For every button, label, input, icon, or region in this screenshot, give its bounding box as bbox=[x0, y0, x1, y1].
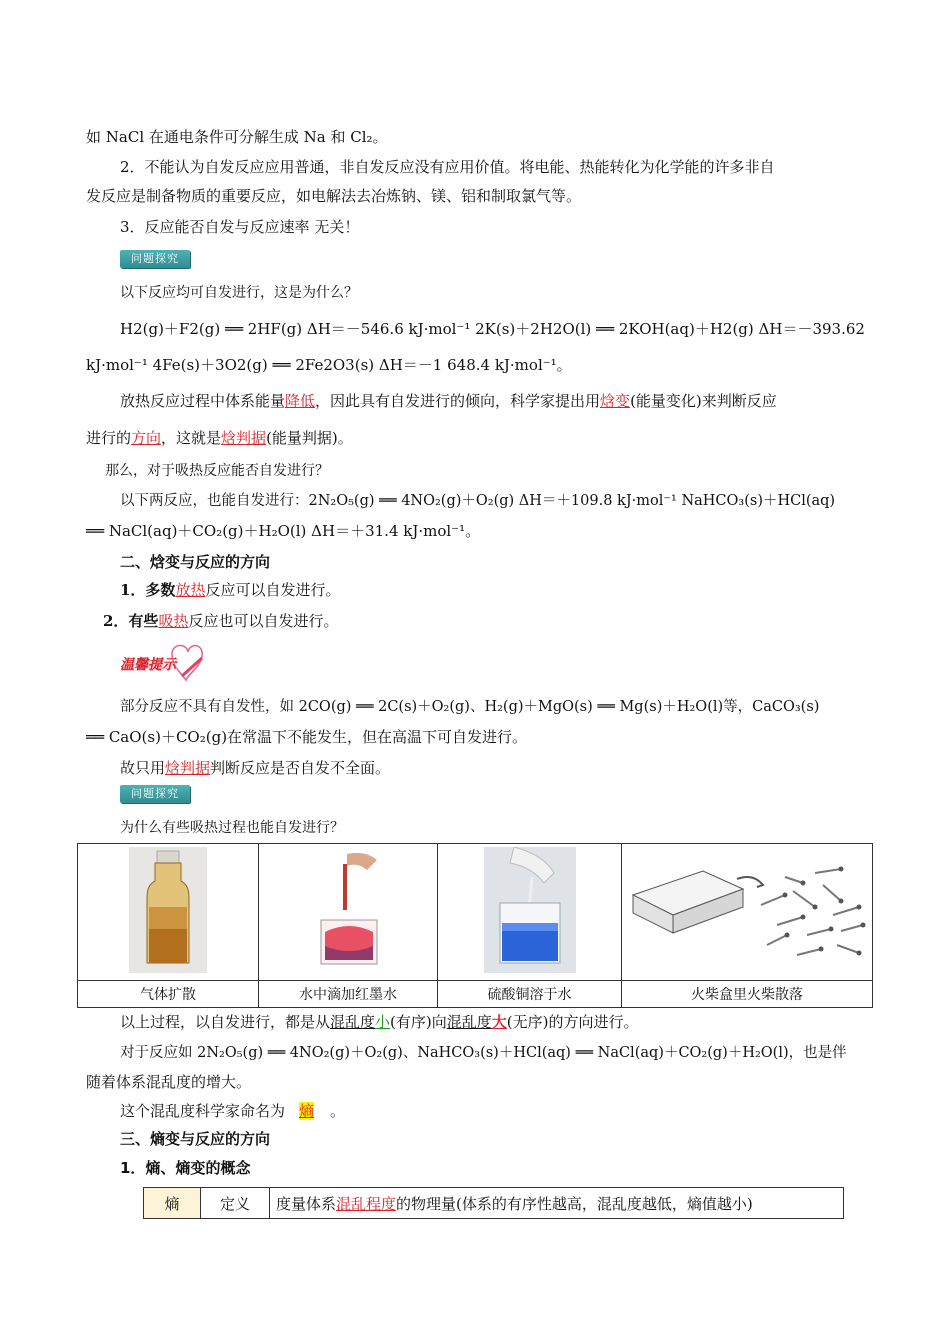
picture-table bbox=[77, 843, 873, 1008]
picture-caption: 水中滴加红墨水 bbox=[259, 981, 438, 1008]
equation-line: H2(g)＋F2(g) ══ 2HF(g) ΔH＝－546.6 kJ·mol⁻¹ 2K(s)＋2H2O(l) ══ 2KOH(aq)＋H2(g) ΔH＝－393.62 bbox=[120, 320, 865, 338]
text-line: 2．不能认为自发反应应用普通，非自发反应没有应用价值。将电能、热能转化为化学能的许多非自 bbox=[120, 158, 775, 176]
keyword: 混乱度 bbox=[446, 1013, 492, 1031]
keyword: 焓变 bbox=[600, 392, 631, 410]
paragraph-line: 部分反应不具有自发性，如 2CO(g) ══ 2C(s)＋O₂(g)、H₂(g)＋MgO(s) ══ Mg(s)＋H₂O(l)等，CaCO₃(s) bbox=[120, 699, 820, 715]
picture-cell bbox=[438, 844, 622, 981]
matchbox-icon bbox=[627, 855, 867, 965]
keyword: 吸热 bbox=[158, 612, 189, 630]
section-heading: 二、焓变与反应的方向 bbox=[120, 553, 271, 571]
paragraph-line: 进行的方向，这就是焓判据(能量判据)。 bbox=[86, 429, 353, 447]
keyword: 混乱度 bbox=[330, 1013, 376, 1031]
paragraph-line: 以上过程，以自发进行，都是从混乱度小(有序)向混乱度大(无序)的方向进行。 bbox=[120, 1013, 639, 1031]
ink-beaker-icon bbox=[303, 850, 393, 970]
paragraph-line: ══ NaCl(aq)＋CO₂(g)＋H₂O(l) ΔH＝＋31.4 kJ·mol⁻¹。 bbox=[86, 522, 481, 540]
warm-tip-badge: 温馨提示 bbox=[120, 640, 206, 684]
subsection-heading: 1．熵、熵变的概念 bbox=[120, 1159, 251, 1177]
paragraph-line: 放热反应过程中体系能量降低，因此具有自发进行的倾向，科学家提出用焓变(能量变化)来判断反应 bbox=[120, 392, 777, 410]
def-content-cell: 度量体系混乱程度的物理量(体系的有序性越高，混乱度越低，熵值越小) bbox=[270, 1188, 844, 1219]
def-term-cell: 熵 bbox=[144, 1188, 201, 1219]
definition-table bbox=[143, 1187, 844, 1219]
keyword: 降低 bbox=[285, 392, 316, 410]
equation-line: kJ·mol⁻¹ 4Fe(s)＋3O2(g) ══ 2Fe2O3(s) ΔH＝－1 648.4 kJ·mol⁻¹。 bbox=[86, 356, 572, 374]
keyword: 方向 bbox=[131, 429, 162, 447]
paragraph-line: 随着体系混乱度的增大。 bbox=[86, 1073, 252, 1091]
paragraph-line: 故只用焓判据判断反应是否自发不全面。 bbox=[120, 759, 391, 777]
picture-cell bbox=[622, 844, 873, 981]
paragraph-line: 对于反应如 2N₂O₅(g) ══ 4NO₂(g)＋O₂(g)、NaHCO₃(s)＋HCl(aq) ══ NaCl(aq)＋CO₂(g)＋H₂O(l)，也是伴 bbox=[120, 1045, 847, 1061]
list-item: 2．有些吸热反应也可以自发进行。 bbox=[103, 612, 339, 630]
paragraph-line: 以下两反应，也能自发进行：2N₂O₅(g) ══ 4NO₂(g)＋O₂(g) ΔH＝＋109.8 kJ·mol⁻¹ NaHCO₃(s)＋HCl(aq) bbox=[120, 493, 836, 509]
keyword: 熵 bbox=[299, 1102, 315, 1120]
keyword: 小 bbox=[375, 1013, 391, 1031]
question-text: 为什么有些吸热过程也能自发进行？ bbox=[120, 820, 344, 836]
picture-cell bbox=[78, 844, 259, 981]
text-line: 如 NaCl 在通电条件可分解生成 Na 和 Cl₂。 bbox=[86, 128, 388, 146]
keyword: 焓判据 bbox=[165, 759, 211, 777]
question-text: 以下反应均可自发进行，这是为什么？ bbox=[120, 285, 358, 301]
text-line: 3．反应能否自发与反应速率 无关！ bbox=[120, 218, 360, 236]
list-item: 1．多数放热反应可以自发进行。 bbox=[120, 581, 341, 599]
explore-badge: 问题探究 bbox=[120, 250, 190, 268]
paragraph-line: ══ CaO(s)＋CO₂(g)在常温下不能发生，但在高温下可自发进行。 bbox=[86, 728, 528, 746]
explore-badge: 问题探究 bbox=[120, 785, 190, 803]
def-label-cell: 定义 bbox=[201, 1188, 270, 1219]
picture-caption: 气体扩散 bbox=[78, 981, 259, 1008]
keyword: 放热 bbox=[175, 581, 206, 599]
copper-sulfate-beaker-icon bbox=[484, 847, 576, 973]
keyword: 大 bbox=[491, 1013, 507, 1031]
section-heading: 三、熵变与反应的方向 bbox=[120, 1130, 271, 1148]
text-line: 发反应是制备物质的重要反应，如电解法去冶炼钠、镁、铝和制取氯气等。 bbox=[86, 187, 582, 205]
paragraph-line: 这个混乱度科学家命名为 熵 。 bbox=[120, 1102, 346, 1120]
question-text: 那么，对于吸热反应能否自发进行？ bbox=[105, 463, 329, 479]
keyword: 混乱程度 bbox=[336, 1194, 397, 1213]
picture-caption: 火柴盒里火柴散落 bbox=[622, 981, 873, 1008]
picture-cell bbox=[259, 844, 438, 981]
gas-tube-icon bbox=[129, 847, 207, 973]
picture-caption: 硫酸铜溶于水 bbox=[438, 981, 622, 1008]
keyword: 焓判据 bbox=[221, 429, 267, 447]
